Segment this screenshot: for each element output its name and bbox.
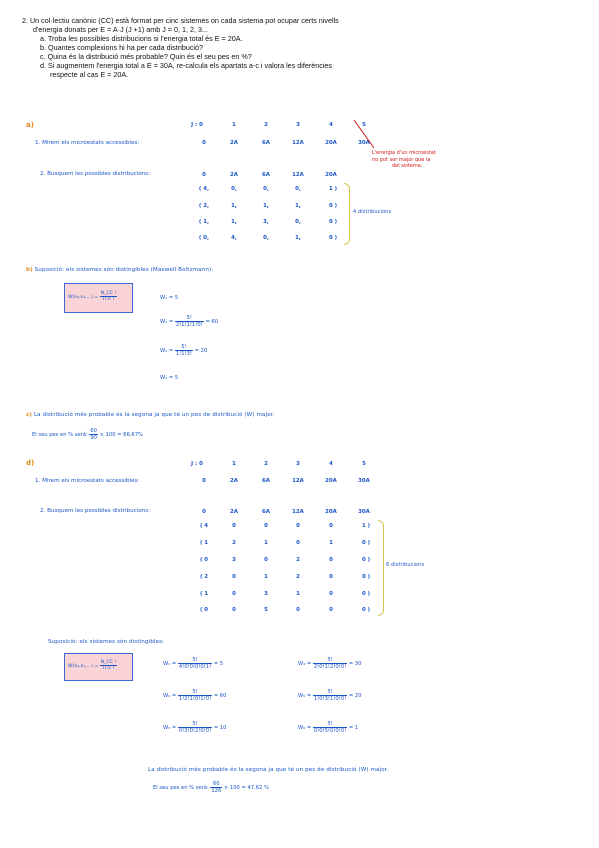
w-num: 5! — [178, 721, 212, 728]
cell: 2 — [296, 557, 300, 563]
w-lhs: W₃ = — [160, 348, 174, 354]
cell: 1, — [295, 235, 301, 241]
w-num: 5! — [313, 657, 347, 664]
cell: ( 1, — [198, 219, 210, 225]
w-frac — [313, 721, 347, 734]
formula-frac — [100, 291, 117, 302]
w-num: 5! — [178, 689, 212, 696]
w-rhs: = 10 — [213, 725, 227, 731]
part-d-w1 — [163, 657, 223, 670]
weight-den: 90 — [90, 435, 97, 441]
part-d-conclusion: La distribució més probable és la segona ja que té un pes de distribució (W) major. — [148, 767, 389, 773]
j-header-4: 4 — [329, 122, 333, 128]
cell: ( 0, — [198, 235, 210, 241]
weight-num: 60 — [90, 428, 97, 434]
part-d-w4 — [298, 657, 361, 670]
problem-item-a: a. Troba les possibles distribucions si l'energia total és E = 20A. — [40, 34, 243, 43]
cell: 0 — [329, 591, 333, 597]
microstate-4: 20A — [325, 478, 337, 484]
part-d-distributions-label: 2. Busquem les possibles distribucions: — [40, 508, 151, 514]
w-den: 1!2!1!0!1!0! — [178, 696, 212, 702]
w-num: 5! — [313, 721, 347, 728]
cell: 0 ) — [361, 591, 371, 597]
cell: 0 — [232, 591, 236, 597]
part-b-formula-box — [64, 283, 133, 313]
formula-num: N_CC ! — [100, 291, 117, 296]
formula-den: Π nᵢ ! — [102, 297, 115, 302]
weight-num: 60 — [210, 781, 222, 788]
w-rhs: = 30 — [348, 661, 362, 667]
cell: 0 — [329, 574, 333, 580]
cell: 1 — [329, 540, 333, 546]
problem-item-b: b. Quantes complexions hi ha per cada distribució? — [40, 43, 204, 52]
part-d-formula — [68, 660, 117, 671]
w-lhs: W₃ = — [163, 725, 177, 731]
part-b-text: Suposició: els sistemes són distingibles (Maxwell Boltzmann): — [34, 267, 214, 273]
w-num: 5! — [175, 315, 204, 322]
microstate-0: 0 — [202, 478, 206, 484]
w-den: 2!0!1!2!0!0! — [313, 664, 347, 670]
w-frac — [178, 689, 212, 702]
red-note-line1: L'energia d'un microestat — [372, 150, 436, 156]
cell: 0 — [329, 607, 333, 613]
part-d-w6 — [298, 721, 358, 734]
weight-prefix: El seu pes en % serà: — [153, 785, 209, 791]
j-header-4: 4 — [329, 461, 333, 467]
formula-lhs: W(n₀,n₁,...) = — [68, 664, 99, 669]
cell: 1, — [231, 219, 237, 225]
microstate-3: 12A — [292, 140, 304, 146]
cell: 0 — [264, 557, 268, 563]
dist-header-3: 12A — [292, 509, 304, 515]
j-header-0: J : 0 — [191, 122, 203, 128]
part-b-label: b) — [26, 267, 33, 273]
cell: ( 0 — [199, 607, 209, 613]
weight-den: 126 — [211, 788, 222, 794]
w-rhs: = 20 — [348, 693, 362, 699]
cell: ( 4, — [198, 186, 210, 192]
w-frac — [175, 344, 193, 357]
cell: 1 — [296, 591, 300, 597]
w-den: 0!3!0!2!0!0! — [178, 728, 212, 734]
cell: 0 — [232, 523, 236, 529]
w-den: 0!0!5!0!0!0! — [313, 728, 347, 734]
cell: 1 ) — [328, 186, 338, 192]
microstate-1: 2A — [230, 478, 238, 484]
dist-header-1: 2A — [230, 509, 238, 515]
part-a-distributions-label: 2. Busquem les possibles distribucions: — [40, 171, 151, 177]
part-d-brace — [378, 520, 384, 616]
w-frac — [178, 657, 212, 670]
part-d-brace-label: 6 distribucions — [386, 562, 425, 568]
part-c-text: La distribució més probable és la segona ja que té un pes de distribució (W) major. — [33, 412, 275, 418]
w-frac — [313, 689, 347, 702]
cell: 5 — [264, 607, 268, 613]
cell: 0 ) — [328, 235, 338, 241]
microstate-5: 30A — [358, 140, 370, 146]
cell: ( 4 — [199, 523, 209, 529]
w-den: 2!1!1!1!0! — [175, 322, 203, 328]
cell: 0 — [329, 523, 333, 529]
cell: 4, — [231, 235, 237, 241]
microstate-2: 6A — [262, 140, 270, 146]
w-frac — [178, 721, 212, 734]
w-lhs: W₆ = — [298, 725, 312, 731]
part-b-heading — [26, 267, 213, 273]
j-header-2: 2 — [264, 122, 268, 128]
weight-frac — [89, 428, 98, 441]
w-den: 1!1!3! — [175, 351, 193, 357]
cell: 3, — [263, 219, 269, 225]
w-rhs: = 20 — [194, 348, 208, 354]
j-header-0: J : 0 — [191, 461, 203, 467]
cell: ( 2, — [198, 203, 210, 209]
part-b-w1: W₁ = 5 — [160, 295, 179, 301]
part-b-w3 — [160, 344, 207, 357]
problem-item-d: d. Si augmentem l'energia total a E = 30A, re-calcula els apartats a-c i valora les diferències — [40, 61, 333, 70]
cell: 0 — [232, 574, 236, 580]
cell: 0, — [263, 235, 269, 241]
problem-intro-line1: 2. Un col·lectiu canònic (CC) està format per cinc sistemes on cada sistema pot ocupar certs nivells — [22, 16, 339, 25]
j-header-1: 1 — [232, 461, 236, 467]
dist-header-2: 6A — [262, 509, 270, 515]
w-rhs: = 60 — [213, 693, 227, 699]
cell: 2 — [296, 574, 300, 580]
dist-header-1: 2A — [230, 172, 238, 178]
cell: 0 — [264, 523, 268, 529]
part-b-formula — [68, 291, 117, 302]
problem-statement — [22, 16, 582, 79]
j-header-5: 5 — [362, 461, 366, 467]
cell: 1, — [231, 203, 237, 209]
part-d-w3 — [163, 721, 226, 734]
cell: 0, — [295, 219, 301, 225]
cell: 1, — [295, 203, 301, 209]
cell: ( 2 — [199, 574, 209, 580]
cell: 0 ) — [361, 557, 371, 563]
dist-header-0: 0 — [202, 509, 206, 515]
weight-prefix: El seu pes en % serà: — [32, 432, 88, 438]
w-lhs: W₄ = — [298, 661, 312, 667]
microstate-2: 6A — [262, 478, 270, 484]
cell: 0 ) — [361, 540, 371, 546]
part-d-formula-box — [64, 653, 133, 681]
w-lhs: W₂ = — [160, 319, 174, 325]
cell: 0 — [296, 607, 300, 613]
cell: ( 1 — [199, 591, 209, 597]
part-d-microstates-label: 1. Mirem els microestats accessibles: — [35, 478, 140, 484]
j-header-5: 5 — [362, 122, 366, 128]
w-rhs: = 5 — [213, 661, 224, 667]
w-rhs: = 1 — [348, 725, 359, 731]
formula-lhs: W(n₀,n₁,...) = — [68, 295, 99, 300]
formula-num: N_CC ! — [100, 660, 117, 665]
w-frac — [313, 657, 347, 670]
j-header-1: 1 — [232, 122, 236, 128]
part-b-w2 — [160, 315, 218, 328]
strike-line — [350, 118, 380, 150]
part-a-brace — [344, 183, 350, 245]
weight-rhs: × 100 = 47,62 % — [223, 785, 269, 791]
cell: 0 — [296, 540, 300, 546]
part-b-w4: W₄ = 5 — [160, 375, 179, 381]
part-a-microstates-label: 1. Mirem els microestats accessibles: — [35, 140, 140, 146]
microstate-0: 0 — [202, 140, 206, 146]
cell: 0, — [231, 186, 237, 192]
w-num: 5! — [178, 657, 212, 664]
part-c-heading — [26, 412, 275, 418]
microstate-3: 12A — [292, 478, 304, 484]
cell: 0, — [295, 186, 301, 192]
cell: 1 — [264, 574, 268, 580]
cell: ( 0 — [199, 557, 209, 563]
red-note-line2: no pot ser major que la — [372, 156, 431, 163]
j-header-3: 3 — [296, 122, 300, 128]
w-num: 5! — [175, 344, 193, 351]
problem-item-c: c. Quina és la distribució més probable? Quin és el seu pes en %? — [40, 52, 252, 61]
microstate-5: 30A — [358, 478, 370, 484]
cell: ( 1 — [199, 540, 209, 546]
cell: 1, — [263, 203, 269, 209]
w-den: 1!0!3!1!0!0! — [313, 696, 347, 702]
weight-frac — [210, 781, 222, 794]
cell: 3 — [264, 591, 268, 597]
microstate-1: 2A — [230, 140, 238, 146]
dist-header-2: 6A — [262, 172, 270, 178]
weight-rhs: × 100 = 66,67% — [99, 432, 143, 438]
w-frac — [175, 315, 204, 328]
problem-item-d-cont: respecte al cas E = 20A. — [50, 70, 129, 79]
cell: 0 ) — [361, 607, 371, 613]
dist-header-5: 30A — [358, 509, 370, 515]
cell: 0, — [263, 186, 269, 192]
part-d-assumption: Suposició: els sistemes són distingibles: — [48, 639, 165, 645]
w-lhs: W₁ = — [163, 661, 177, 667]
formula-frac — [100, 660, 117, 671]
formula-den: Π nᵢ ! — [102, 666, 115, 671]
w-lhs: W₂ = — [163, 693, 177, 699]
cell: 0 ) — [328, 219, 338, 225]
part-a-brace-label: 4 distribucions — [353, 209, 392, 215]
part-c-label: c) — [26, 412, 33, 418]
j-header-3: 3 — [296, 461, 300, 467]
part-d-w2 — [163, 689, 226, 702]
cell: 0 ) — [361, 574, 371, 580]
w-lhs: W₅ = — [298, 693, 312, 699]
red-note-line3: del sistema. — [392, 163, 423, 169]
part-d-label: d) — [26, 459, 35, 467]
dist-header-4: 20A — [325, 509, 337, 515]
microstate-4: 20A — [325, 140, 337, 146]
problem-intro-line2: d'energia donats per E = A·J (J +1) amb J = 0, 1, 2, 3... — [33, 25, 208, 34]
cell: 3 — [232, 557, 236, 563]
w-den: 4!0!0!0!0!1! — [178, 664, 212, 670]
part-a-red-note — [372, 150, 452, 170]
cell: 0 — [296, 523, 300, 529]
cell: 0 ) — [328, 203, 338, 209]
cell: 1 ) — [361, 523, 371, 529]
cell: 1 — [264, 540, 268, 546]
dist-header-3: 12A — [292, 172, 304, 178]
dist-header-4: 20A — [325, 172, 337, 178]
dist-header-0: 0 — [202, 172, 206, 178]
j-header-2: 2 — [264, 461, 268, 467]
w-rhs: = 60 — [205, 319, 219, 325]
w-num: 5! — [313, 689, 347, 696]
part-d-weight — [153, 781, 269, 794]
part-a-label: a) — [26, 121, 34, 129]
cell: 0 — [232, 607, 236, 613]
cell: 0 — [329, 557, 333, 563]
part-d-w5 — [298, 689, 361, 702]
part-c-weight — [32, 428, 143, 441]
cell: 2 — [232, 540, 236, 546]
